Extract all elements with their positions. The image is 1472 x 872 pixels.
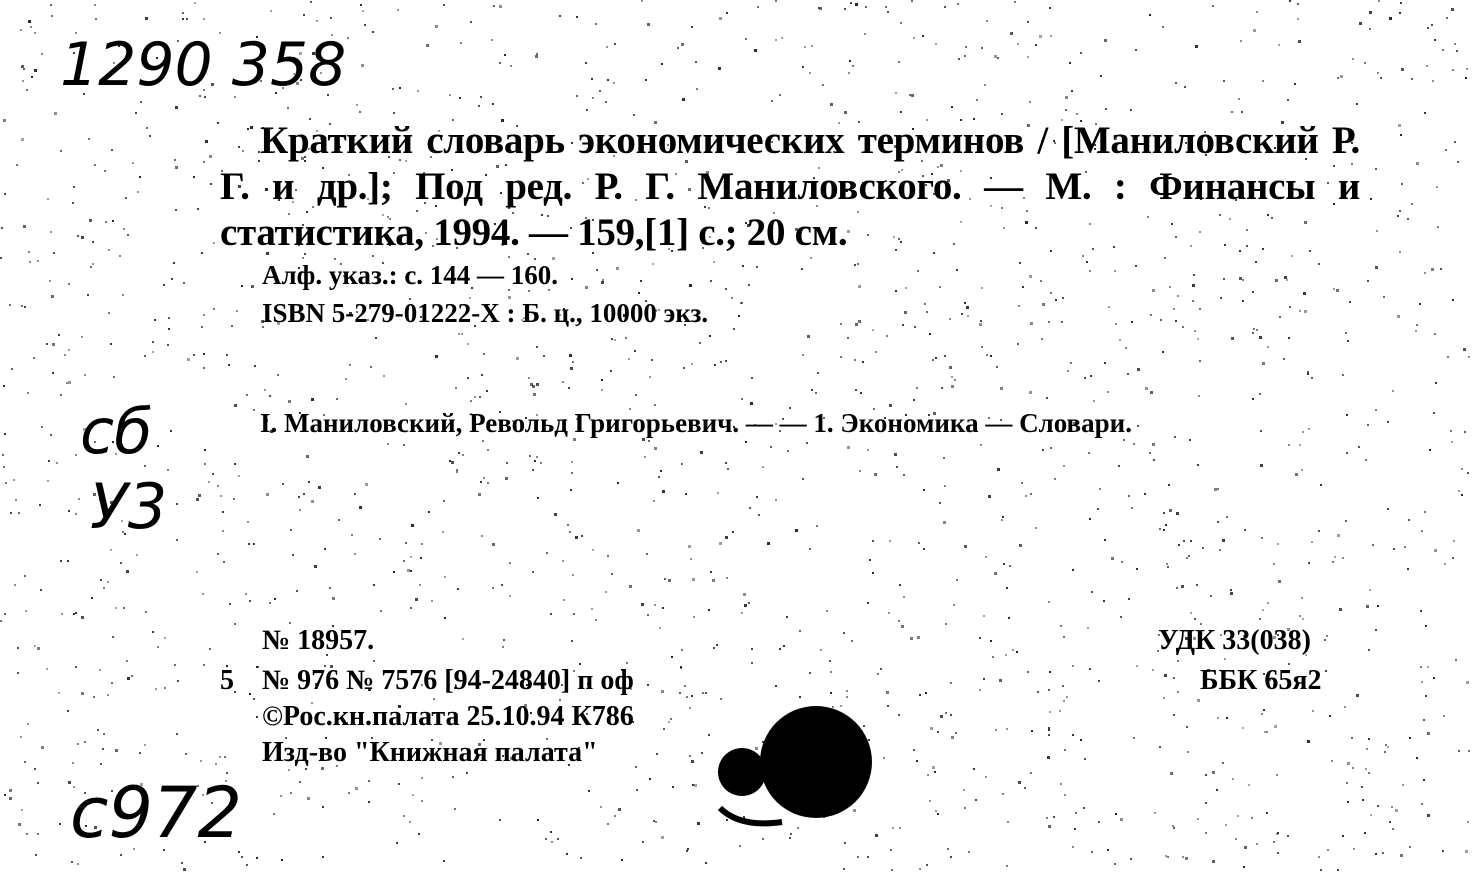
margin-mark-1: сб: [80, 395, 153, 468]
bbk-code: ББК 65я2: [1200, 665, 1322, 696]
inventory-number: 1290 358: [60, 30, 347, 100]
order-line: № 976 № 7576 [94-24840] п оф: [262, 665, 634, 696]
record-number: № 18957.: [262, 625, 375, 656]
publisher-line: Изд-во "Книжная палата": [262, 737, 598, 768]
isbn-line: ISBN 5-279-01222-X : Б. ц., 10000 экз.: [262, 298, 709, 328]
udc-code: УДК 33(038): [1158, 625, 1311, 656]
shelf-mark: с972: [70, 772, 243, 854]
tracing: I. Маниловский, Револьд Григорьевич. — — 1. Экономика — Словари.: [260, 408, 1132, 438]
order-prefix: 5: [220, 665, 234, 696]
title-statement: Краткий словарь экономических терминов / [Маниловский Р. Г. и др.]; Под ред. Р. Г. Маниловского. — М. : Финансы и статистика, 1994. — 159,[1] с.; 20 см.: [220, 119, 1360, 254]
margin-mark-2: У3: [90, 470, 168, 543]
main-entry: [220, 118, 1360, 256]
index-note: Алф. указ.: с. 144 — 160.: [262, 260, 559, 290]
registration-line: ©Рос.кн.палата 25.10.94 К786: [262, 701, 634, 732]
ink-blot: [700, 700, 900, 850]
